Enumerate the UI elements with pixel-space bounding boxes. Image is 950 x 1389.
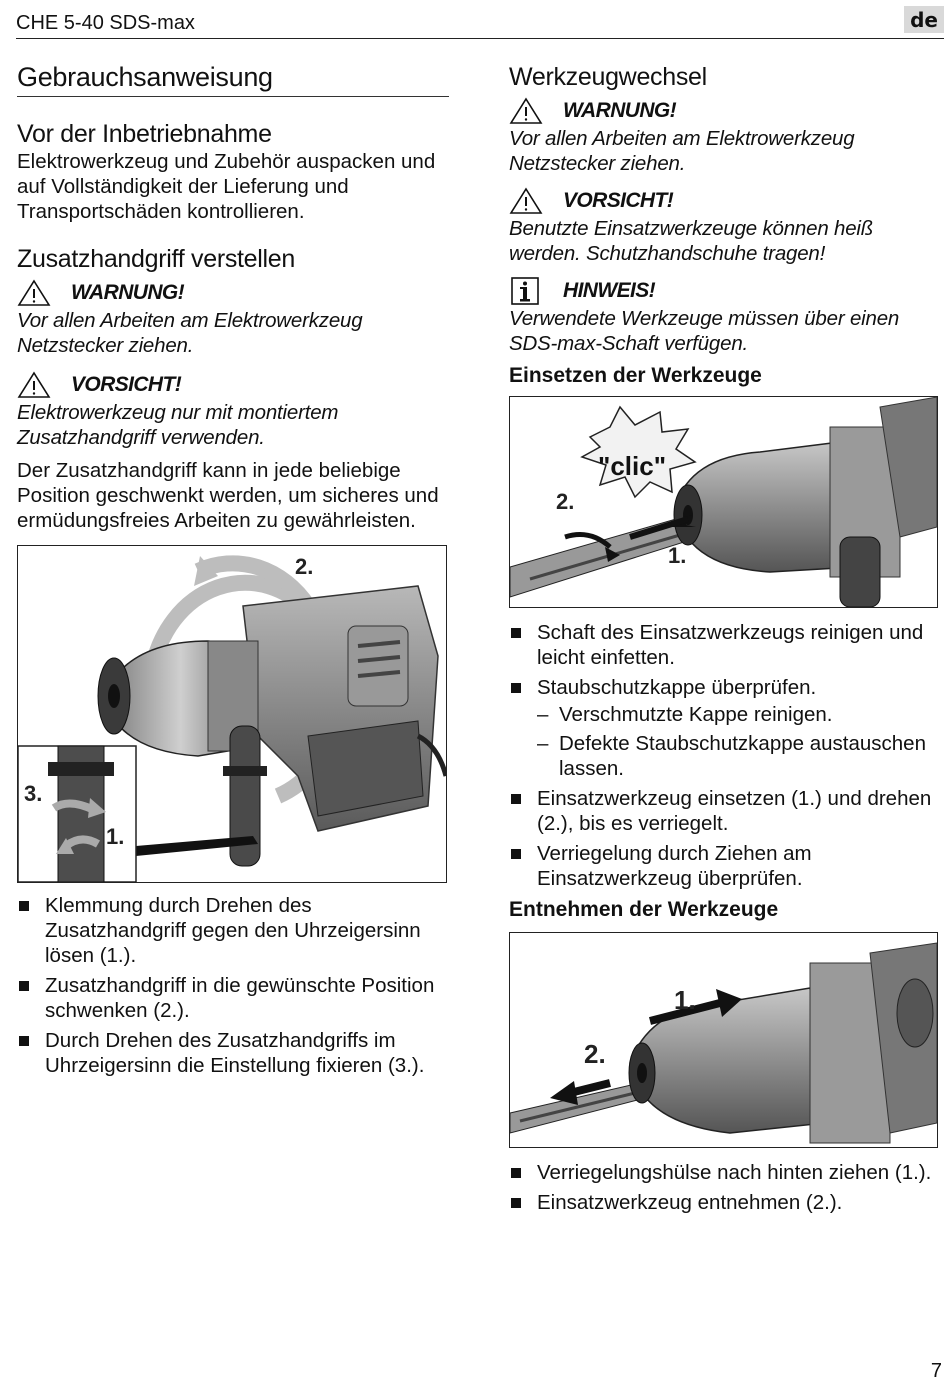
list-item: Schaft des Einsatzwerkzeugs reinigen und leicht einfetten. (509, 620, 941, 670)
clic-label: "clic" (598, 451, 667, 481)
caution-text: Benutzte Einsatzwerkzeuge können heiß werden. Schutzhandschuhe tragen! (509, 217, 874, 265)
before-use-text: Elektrowerkzeug und Zubehör auspacken und auf Vollständigkeit der Lieferung und Transportschäden kontrollieren. (17, 150, 436, 223)
callout-1: 1. (674, 985, 696, 1015)
insert-tools-heading: Einsetzen der Werkzeuge (509, 364, 762, 387)
remove-tools-heading: Entnehmen der Werkzeuge (509, 898, 779, 921)
caution-notice-left (17, 370, 449, 450)
callout-2: 2. (584, 1039, 606, 1069)
sublist-item: – Defekte Staubschutzkappe austauschen lassen. (537, 731, 941, 781)
callout-3: 3. (24, 781, 43, 806)
warning-notice-left (17, 278, 449, 358)
caution-label: VORSICHT! (563, 189, 674, 212)
callout-2: 2. (295, 554, 314, 579)
warning-triangle-icon (17, 279, 51, 307)
aux-handle-text: Der Zusatzhandgriff kann in jede beliebige Position geschwenkt werden, um sicheres und ermüdungsfreies Arbeiten zu gewährleisten. (17, 459, 439, 532)
caution-text: Elektrowerkzeug nur mit montiertem Zusatzhandgriff verwenden. (17, 401, 339, 449)
aux-handle-steps (17, 893, 449, 1078)
note-notice (509, 276, 941, 356)
remove-steps (509, 1160, 941, 1215)
section-heading-tool-change: Werkzeugwechsel (509, 63, 707, 91)
page-number: 7 (930, 1360, 942, 1382)
note-label: HINWEIS! (563, 279, 656, 302)
sublist (537, 702, 941, 781)
list-item-text: Staubschutzkappe überprüfen. (537, 676, 817, 699)
remove-tool-figure (509, 932, 938, 1148)
list-item: Klemmung durch Drehen des Zusatzhandgriff gegen den Uhrzeigersinn lösen (1.). (17, 893, 449, 968)
caution-notice-right (509, 186, 941, 266)
info-icon (509, 277, 543, 305)
warning-label: WARNUNG! (71, 281, 185, 304)
list-item: Einsatzwerkzeug einsetzen (1.) und drehen (2.), bis es verriegelt. (509, 786, 941, 836)
caution-label: VORSICHT! (71, 373, 182, 396)
list-item (509, 675, 941, 781)
section-heading-aux-handle: Zusatzhandgriff verstellen (17, 245, 296, 273)
list-item: Verriegelung durch Ziehen am Einsatzwerkzeug überprüfen. (509, 841, 941, 891)
insert-tool-figure (509, 396, 938, 608)
caution-triangle-icon (509, 187, 543, 215)
insert-steps (509, 620, 941, 891)
warning-triangle-icon (509, 97, 543, 125)
warning-text: Vor allen Arbeiten am Elektrowerkzeug Netzstecker ziehen. (509, 127, 855, 175)
aux-handle-figure (17, 545, 447, 883)
section-heading-before-use: Vor der Inbetriebnahme (17, 120, 272, 148)
warning-label: WARNUNG! (563, 99, 677, 122)
page-header (16, 8, 944, 39)
list-item: Zusatzhandgriff in die gewünschte Position schwenken (2.). (17, 973, 449, 1023)
warning-text: Vor allen Arbeiten am Elektrowerkzeug Netzstecker ziehen. (17, 309, 363, 357)
callout-1: 1. (668, 543, 687, 568)
list-item: Einsatzwerkzeug entnehmen (2.). (509, 1190, 941, 1215)
right-column (509, 60, 941, 1220)
caution-triangle-icon (17, 371, 51, 399)
callout-1: 1. (106, 824, 125, 849)
callout-2: 2. (556, 489, 575, 514)
warning-notice-right (509, 96, 941, 176)
left-column (17, 60, 449, 1083)
sublist-item: – Verschmutzte Kappe reinigen. (537, 702, 941, 727)
model-name: CHE 5-40 SDS-max (16, 12, 195, 34)
language-badge: de (904, 6, 944, 33)
note-text: Verwendete Werkzeuge müssen über einen SDS-max-Schaft verfügen. (509, 307, 900, 355)
list-item: Verriegelungshülse nach hinten ziehen (1.). (509, 1160, 941, 1185)
list-item: Durch Drehen des Zusatzhandgriffs im Uhrzeigersinn die Einstellung fixieren (3.). (17, 1028, 449, 1078)
page-title: Gebrauchsanweisung (17, 62, 449, 97)
